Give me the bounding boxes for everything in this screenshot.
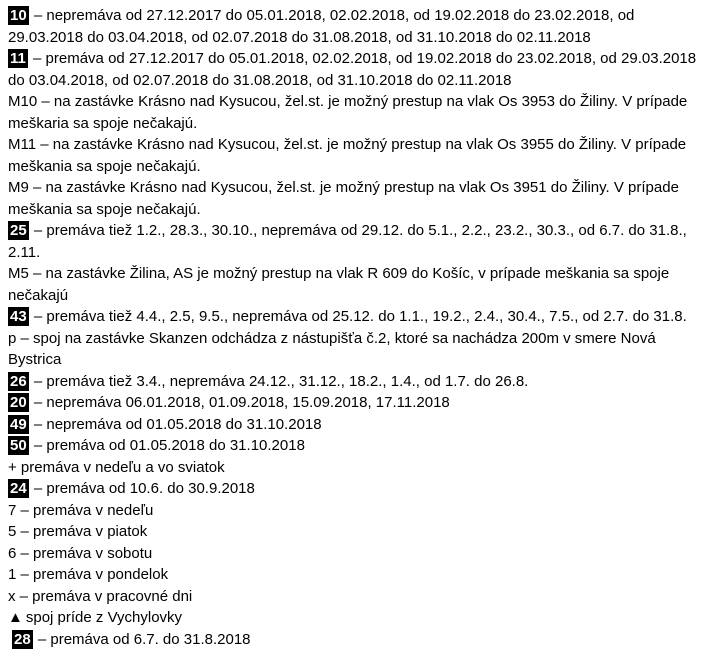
note-line — [8, 220, 703, 263]
note-text: 7 – premáva v nedeľu — [8, 502, 153, 519]
note-line — [8, 586, 703, 608]
note-line — [8, 521, 703, 543]
note-text: – nepremáva od 27.12.2017 do 05.01.2018, 02.02.2018, od 19.02.2018 do 23.02.2018, od 29.03.2018 do 03.04.2018, od 02.07.2018 do 31.08.2018, od 31.10.2018 do 02.11.2018 — [8, 7, 634, 46]
note-text: – premáva tiež 3.4., nepremáva 24.12., 31.12., 18.2., 1.4., od 1.7. do 26.8. — [30, 373, 529, 390]
note-text: – premáva od 10.6. do 30.9.2018 — [30, 480, 255, 497]
note-text: – nepremáva od 01.05.2018 do 31.10.2018 — [30, 416, 322, 433]
note-line — [8, 177, 703, 220]
note-text: M9 – na zastávke Krásno nad Kysucou, žel.st. je možný prestup na vlak Os 3951 do Žiliny. V prípade meškania sa spoje nečakajú. — [8, 179, 679, 218]
note-line — [8, 500, 703, 522]
note-line — [8, 263, 703, 306]
note-text: M5 – na zastávke Žilina, AS je možný prestup na vlak R 609 do Košíc, v prípade meškania sa spoje nečakajú — [8, 265, 669, 304]
note-text: 1 – premáva v pondelok — [8, 566, 168, 583]
note-line — [8, 48, 703, 91]
note-line — [8, 543, 703, 565]
note-line — [8, 328, 703, 371]
note-line — [8, 392, 703, 414]
code-badge: 49 — [8, 415, 29, 434]
note-line — [8, 134, 703, 177]
note-line — [8, 5, 703, 48]
note-line — [8, 371, 703, 393]
code-badge: 43 — [8, 307, 29, 326]
note-text: p – spoj na zastávke Skanzen odchádza z nástupišťa č.2, ktoré sa nachádza 200m v smere Nová Bystrica — [8, 330, 656, 369]
note-text: x – premáva v pracovné dni — [8, 588, 192, 605]
code-badge: 24 — [8, 479, 29, 498]
note-text: + premáva v nedeľu a vo sviatok — [8, 459, 225, 476]
note-line — [8, 457, 703, 479]
note-text: – premáva tiež 1.2., 28.3., 30.10., nepremáva od 29.12. do 5.1., 2.2., 23.2., 30.3., od 6.7. do 31.8., 2.11. — [8, 222, 687, 261]
code-badge: 25 — [8, 221, 29, 240]
note-text: – premáva tiež 4.4., 2.5, 9.5., nepremáva od 25.12. do 1.1., 19.2., 2.4., 30.4., 7.5., od 2.7. do 31.8. — [30, 308, 687, 325]
code-badge: 20 — [8, 393, 29, 412]
note-text: – premáva od 6.7. do 31.8.2018 — [34, 631, 251, 648]
note-text: – nepremáva 06.01.2018, 01.09.2018, 15.09.2018, 17.11.2018 — [30, 394, 450, 411]
note-text: M10 – na zastávke Krásno nad Kysucou, žel.st. je možný prestup na vlak Os 3953 do Žiliny. V prípade meškaria sa spoje nečakajú. — [8, 93, 687, 132]
note-line — [8, 414, 703, 436]
note-line — [8, 91, 703, 134]
note-text: – premáva od 01.05.2018 do 31.10.2018 — [30, 437, 305, 454]
note-line — [8, 629, 703, 650]
note-line — [8, 478, 703, 500]
note-line — [8, 306, 703, 328]
code-badge: 10 — [8, 6, 29, 25]
note-text: M11 – na zastávke Krásno nad Kysucou, žel.st. je možný prestup na vlak Os 3955 do Žiliny. V prípade meškania sa spoje nečakajú. — [8, 136, 686, 175]
triangle-up-icon: ▲ — [8, 607, 23, 629]
note-text: 6 – premáva v sobotu — [8, 545, 152, 562]
code-badge: 11 — [8, 49, 28, 68]
note-text: – premáva od 27.12.2017 do 05.01.2018, 02.02.2018, od 19.02.2018 do 23.02.2018, od 29.03.2018 do 03.04.2018, od 02.07.2018 do 31.08.2018, od 31.10.2018 do 02.11.2018 — [8, 50, 696, 89]
note-text: spoj príde z Vychylovky — [26, 609, 182, 626]
code-badge: 26 — [8, 372, 29, 391]
code-badge: 28 — [12, 630, 33, 649]
note-text: 5 – premáva v piatok — [8, 523, 147, 540]
note-line — [8, 607, 703, 629]
note-line — [8, 435, 703, 457]
code-badge: 50 — [8, 436, 29, 455]
note-line — [8, 564, 703, 586]
